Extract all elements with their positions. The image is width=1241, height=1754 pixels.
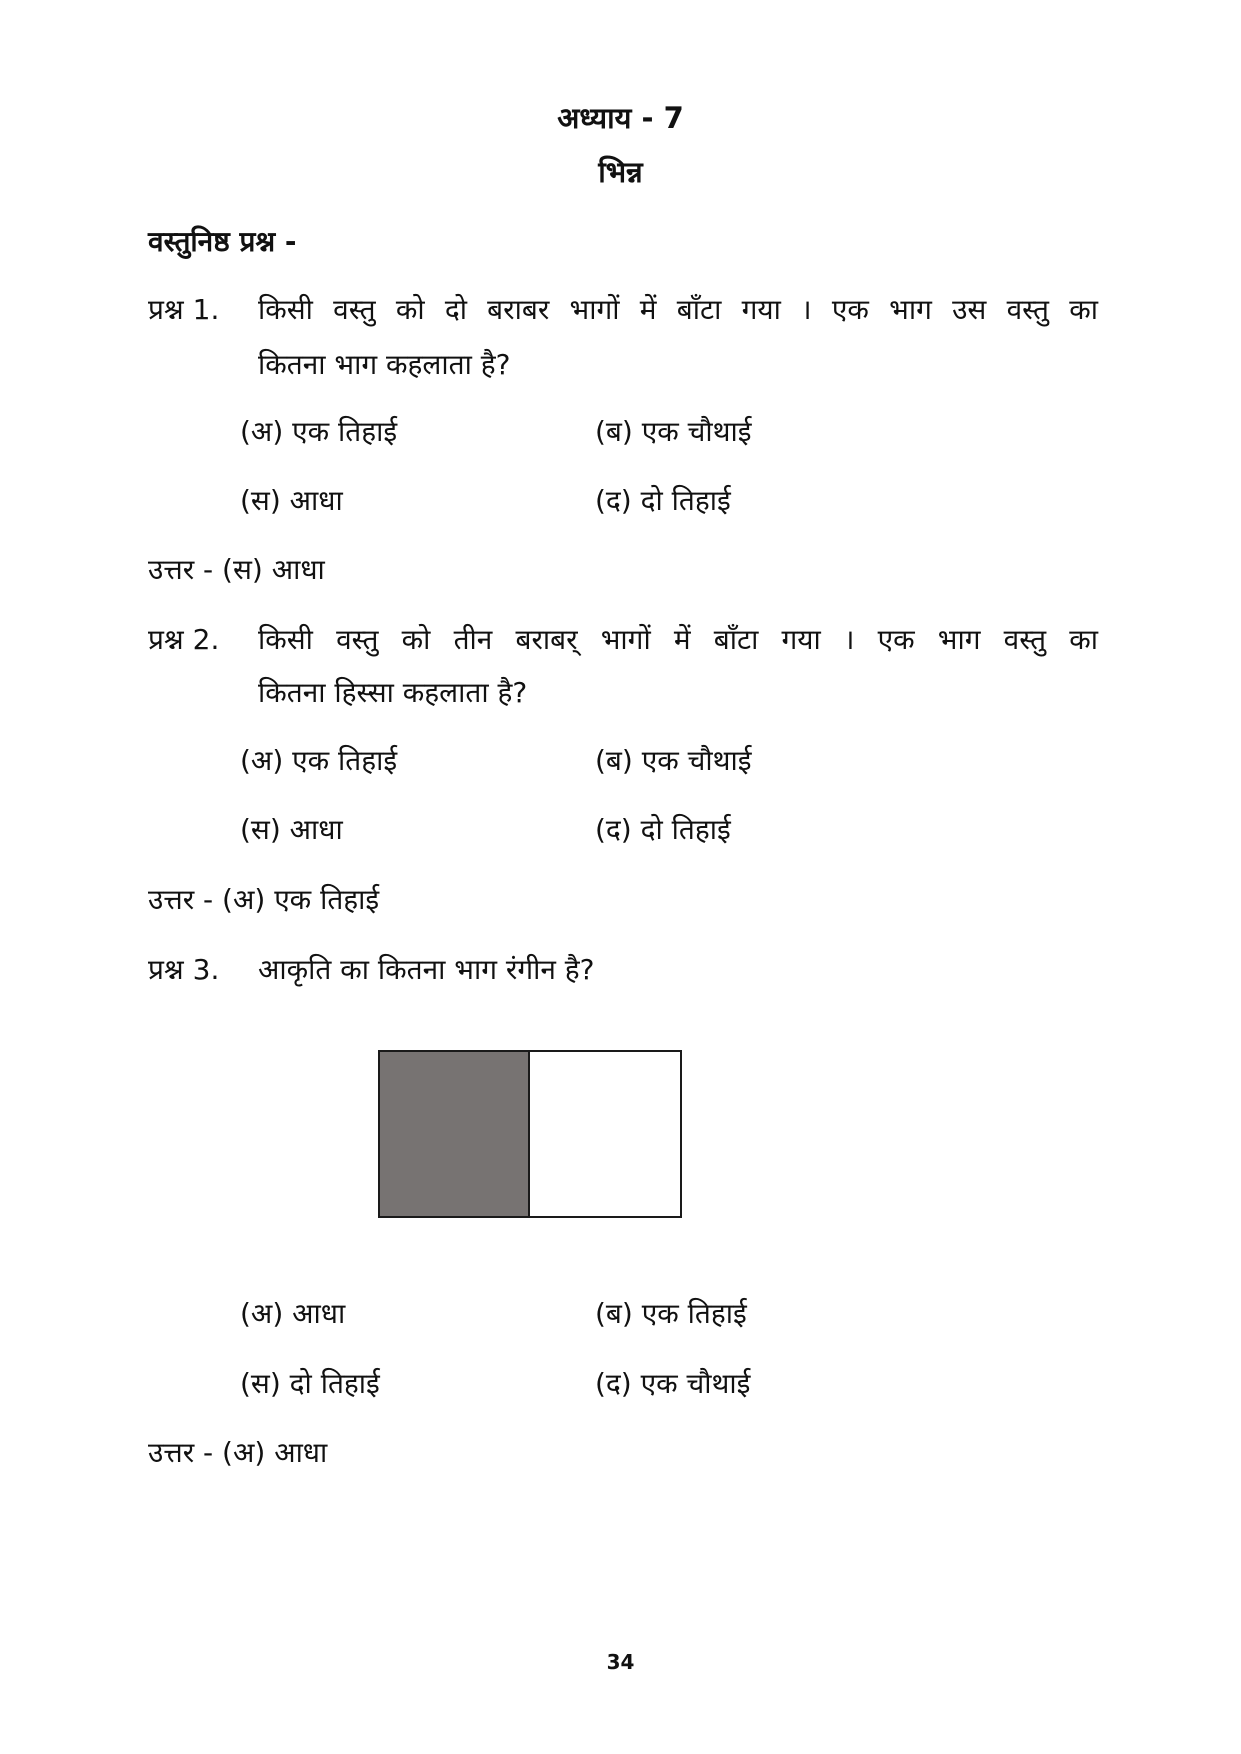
shaded-part — [380, 1052, 530, 1216]
question-label: प्रश्न 2. — [148, 623, 220, 656]
unshaded-part — [530, 1052, 680, 1216]
chapter-title: अध्याय - 7 — [557, 101, 684, 135]
option-b: (ब) एक चौथाई — [595, 744, 752, 777]
question-text: किसी वस्तु को तीन बराबर् भागों में बाँटा गया । एक भाग वस्तु का — [258, 623, 1098, 656]
option-a: (अ) आधा — [240, 1297, 346, 1330]
option-a: (अ) एक तिहाई — [240, 415, 398, 448]
fraction-figure — [378, 1050, 682, 1218]
answer: उत्तर - (अ) एक तिहाई — [148, 883, 380, 916]
question-text-continued: कितना हिस्सा कहलाता है? — [258, 676, 528, 709]
section-heading: वस्तुनिष्ठ प्रश्न - — [148, 225, 297, 258]
answer: उत्तर - (स) आधा — [148, 553, 325, 586]
option-d: (द) दो तिहाई — [595, 484, 731, 517]
option-c: (स) आधा — [240, 813, 343, 846]
page-number: 34 — [606, 1650, 635, 1674]
question-label: प्रश्न 1. — [148, 293, 220, 326]
option-c: (स) आधा — [240, 484, 343, 517]
option-c: (स) दो तिहाई — [240, 1367, 380, 1400]
answer: उत्तर - (अ) आधा — [148, 1436, 328, 1469]
question-label: प्रश्न 3. — [148, 953, 220, 986]
question-text-continued: कितना भाग कहलाता है? — [258, 348, 511, 381]
option-b: (ब) एक तिहाई — [595, 1297, 747, 1330]
option-d: (द) एक चौथाई — [595, 1367, 751, 1400]
option-d: (द) दो तिहाई — [595, 813, 731, 846]
question-text: आकृति का कितना भाग रंगीन है? — [258, 953, 595, 986]
option-b: (ब) एक चौथाई — [595, 415, 752, 448]
question-text: किसी वस्तु को दो बराबर भागों में बाँटा गया । एक भाग उस वस्तु का — [258, 293, 1098, 326]
option-a: (अ) एक तिहाई — [240, 744, 398, 777]
chapter-subtitle: भिन्न — [598, 155, 643, 189]
